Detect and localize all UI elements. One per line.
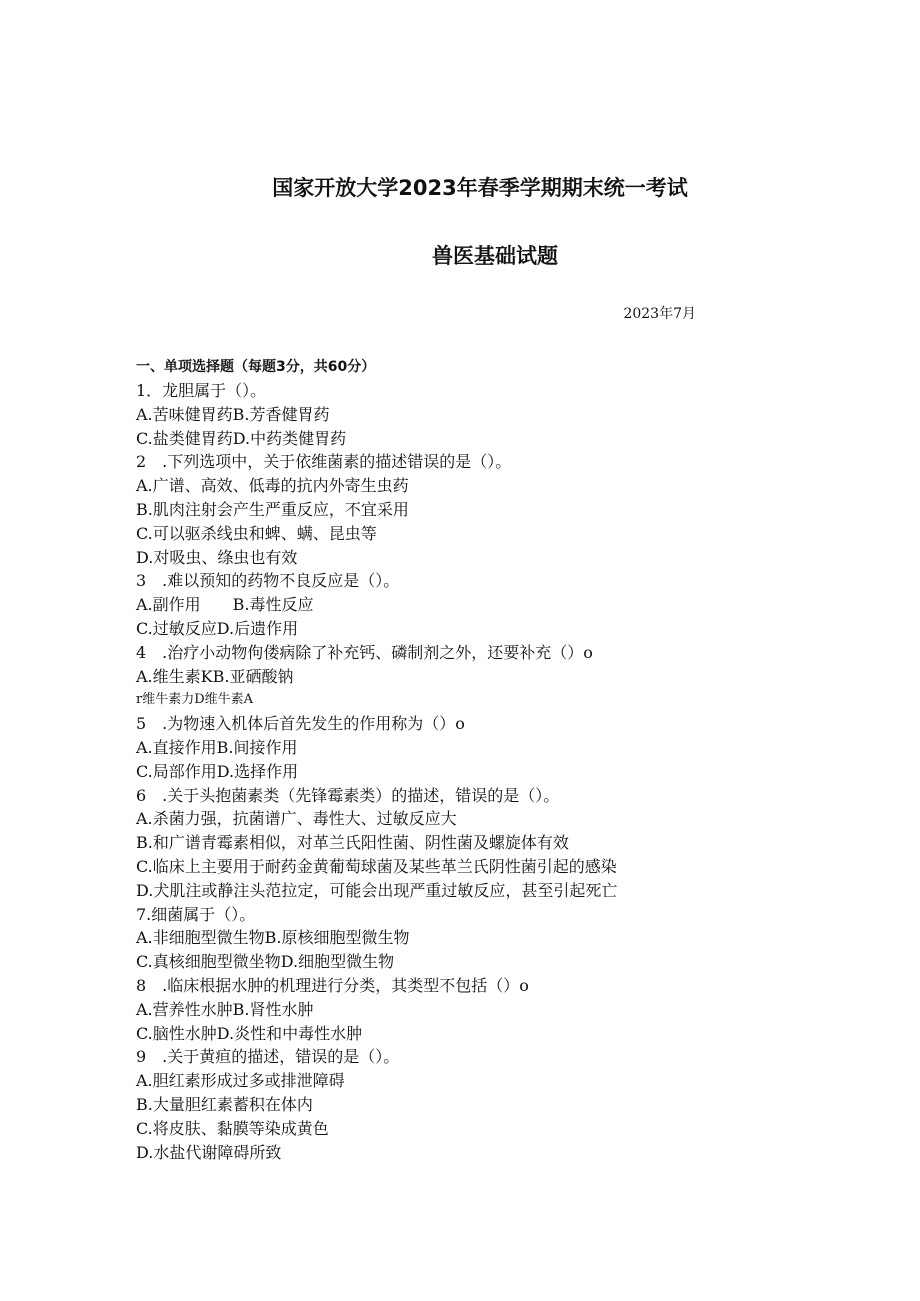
question-3-stem: 3 .难以预知的药物不良反应是（）。: [136, 571, 400, 591]
question-8-stem: 8 .临床根据水肿的机理进行分类，其类型不包括（）o: [136, 975, 529, 995]
question-4-options-ab: A.维生素KB.亚硒酸钠: [136, 666, 294, 686]
question-1-options-ab: A.苦味健胃药B.芳香健胃药: [136, 404, 330, 424]
question-7-options-cd: C.真核细胞型微坐物D.细胞型微生物: [136, 952, 395, 972]
question-4-options-cd: r维牛素力D维牛素A: [136, 692, 254, 708]
question-8-options-ab: A.营养性水肿B.肾性水肿: [136, 999, 314, 1019]
question-6-option-d: D.犬肌注或静注头范拉定，可能会出现严重过敏反应，甚至引起死亡: [136, 880, 618, 900]
question-2-option-b: B.肌肉注射会产生严重反应，不宜采用: [136, 499, 409, 519]
question-3-options-cd: C.过敏反应D.后遗作用: [136, 618, 299, 638]
question-content: [136, 355, 776, 1164]
question-6-stem: 6 .关于头抱菌素类（先锋霉素类）的描述，错误的是（）。: [136, 785, 560, 805]
subject-title: 兽医基础试题: [432, 244, 558, 268]
question-2-stem: 2 .下列选项中，关于依维菌素的描述错误的是（）。: [136, 452, 512, 472]
question-9-stem: 9 .关于黄疸的描述，错误的是（）。: [136, 1047, 400, 1067]
exam-date: 2023年7月: [623, 306, 696, 322]
question-2-option-d: D.对吸虫、绦虫也有效: [136, 547, 298, 567]
question-3-options-ab: A.副作用 B.毒性反应: [136, 595, 314, 615]
question-6-option-b: B.和广谱青霉素相似，对革兰氏阳性菌、阴性菌及螺旋体有效: [136, 833, 569, 853]
question-9-option-d: D.水盐代谢障碍所致: [136, 1142, 282, 1162]
question-5-stem: 5 .为物速入机体后首先发生的作用称为（）o: [136, 714, 465, 734]
question-1-options-cd: C.盐类健胃药D.中药类健胃药: [136, 428, 347, 448]
question-6-option-a: A.杀菌力强，抗菌谱广、毒性大、过敏反应大: [136, 809, 457, 829]
question-4-stem: 4 .治疗小动物佝偻病除了补充钙、磷制剂之外，还要补充（）o: [136, 642, 593, 662]
question-5-options-ab: A.直接作用B.间接作用: [136, 737, 298, 757]
question-1-stem: 1．龙胆属于（）。: [136, 381, 267, 400]
question-7-options-ab: A.非细胞型微生物B.原核细胞型微生物: [136, 928, 410, 948]
question-2-option-c: C.可以驱杀线虫和蜱、螨、昆虫等: [136, 523, 377, 543]
question-9-option-a: A.胆红素形成过多或排泄障碍: [136, 1071, 345, 1091]
question-9-option-c: C.将皮肤、黏膜等染成黄色: [136, 1118, 329, 1138]
question-7-stem: 7.细菌属于（）。: [136, 904, 256, 924]
question-2-option-a: A.广谱、高效、低毒的抗内外寄生虫药: [136, 476, 409, 496]
exam-title: 国家开放大学2023年春季学期期末统一考试: [272, 176, 688, 200]
question-9-option-b: B.大量胆红素蓄积在体内: [136, 1094, 313, 1114]
section-heading: 一、单项选择题（每题3分，共60分）: [136, 359, 376, 375]
question-8-options-cd: C.脑性水肿D.炎性和中毒性水肿: [136, 1023, 363, 1043]
question-5-options-cd: C.局部作用D.选择作用: [136, 761, 299, 781]
question-6-option-c: C.临床上主要用于耐药金黄葡萄球菌及某些革兰氏阴性菌引起的感染: [136, 856, 617, 876]
